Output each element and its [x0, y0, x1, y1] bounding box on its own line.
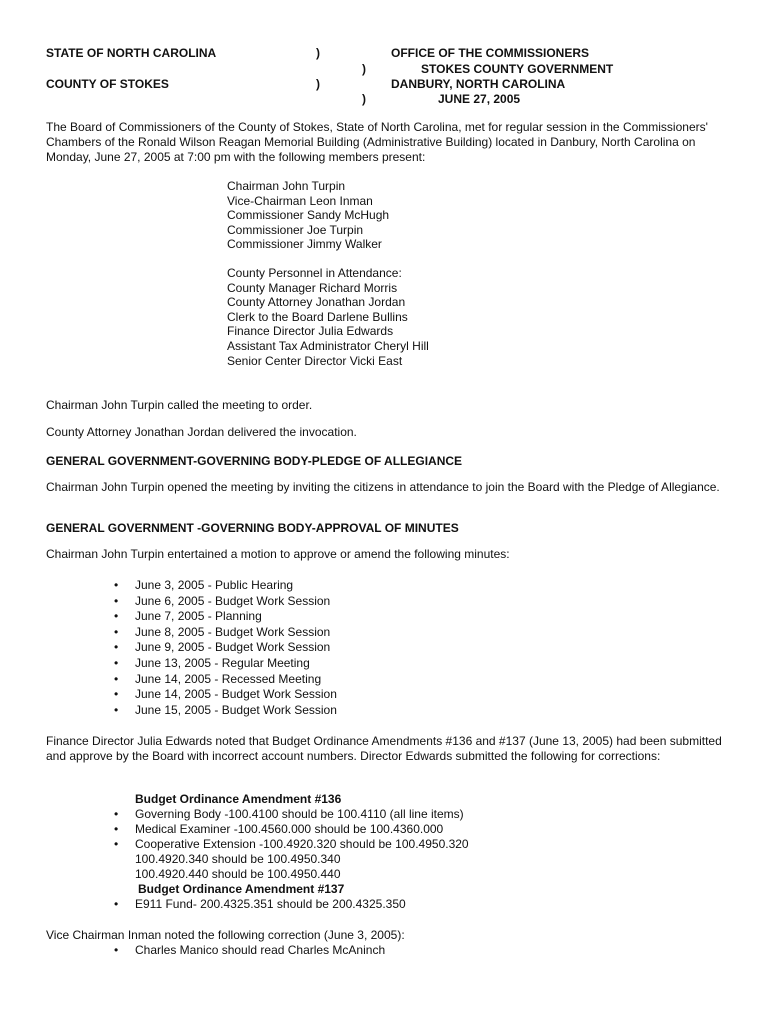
minutes-text: Chairman John Turpin entertained a motion to approve or amend the following minutes:: [46, 547, 510, 561]
minutes-item-label: June 15, 2005 - Budget Work Session: [135, 702, 337, 717]
members-list: [227, 179, 389, 252]
header-location: DANBURY, NORTH CAROLINA: [391, 77, 566, 91]
personnel-item: County Personnel in Attendance:: [227, 266, 402, 280]
bullet-icon: •: [114, 578, 119, 592]
bullet-icon: •: [114, 671, 119, 686]
amendment-item-label: Medical Examiner -100.4560.000 should be 100.4360.000: [135, 822, 444, 836]
bullet-icon: •: [114, 593, 119, 608]
list-item: [114, 943, 385, 959]
list-item: [114, 609, 337, 625]
personnel-item: Senior Center Director Vicki East: [227, 353, 403, 368]
list-item: [114, 703, 337, 719]
header-state: STATE OF NORTH CAROLINA: [46, 46, 217, 60]
list-item: [114, 594, 337, 610]
header-date: JUNE 27, 2005: [438, 92, 521, 106]
list-item: [114, 822, 469, 837]
header-county: COUNTY OF STOKES: [46, 77, 169, 91]
amendment-item-label: E911 Fund- 200.4325.351 should be 200.4325.350: [135, 897, 406, 911]
list-item: [114, 687, 337, 703]
correction-note: Vice Chairman Inman noted the following correction (June 3, 2005):: [46, 928, 405, 942]
amendment-136-title: Budget Ordinance Amendment #136: [135, 792, 342, 806]
personnel-list: [227, 266, 429, 368]
personnel-item: County Manager Richard Morris: [227, 280, 398, 295]
bullet-icon: •: [114, 943, 119, 957]
amendment-continuation: 100.4920.440 should be 100.4950.440: [135, 867, 341, 881]
amendment-continuation: 100.4920.340 should be 100.4950.340: [135, 852, 341, 866]
finance-note: Finance Director Julia Edwards noted that Budget Ordinance Amendments #136 and #137 (June 13, 2005) had been submitted and approve by the Board with incorrect account numbers. Director Edwards submitted the following for corrections:: [46, 734, 722, 763]
list-item: [114, 672, 337, 688]
list-item: [114, 656, 337, 672]
bullet-icon: •: [114, 609, 119, 624]
list-item: [114, 897, 469, 912]
amendment-item-label: Cooperative Extension -100.4920.320 should be 100.4950.320: [135, 837, 469, 851]
member-item: Commissioner Joe Turpin: [227, 222, 364, 237]
correction-item-label: Charles Manico should read Charles McAninch: [135, 943, 386, 957]
minutes-item-label: June 14, 2005 - Recessed Meeting: [135, 671, 322, 686]
bullet-icon: •: [114, 837, 119, 851]
pledge-text: Chairman John Turpin opened the meeting by inviting the citizens in attendance to join the Board with the Pledge of Allegiance.: [46, 480, 720, 494]
personnel-item: County Attorney Jonathan Jordan: [227, 295, 406, 310]
amendments-list: [114, 792, 469, 912]
minutes-item-label: June 13, 2005 - Regular Meeting: [135, 655, 310, 670]
bullet-icon: •: [114, 655, 119, 670]
invocation: County Attorney Jonathan Jordan delivered the invocation.: [46, 425, 357, 439]
header-paren-3: ): [362, 62, 366, 76]
minutes-item-label: June 9, 2005 - Budget Work Session: [135, 640, 331, 655]
header-government: STOKES COUNTY GOVERNMENT: [421, 62, 614, 76]
bullet-icon: •: [114, 822, 119, 836]
minutes-item-label: June 3, 2005 - Public Hearing: [135, 578, 294, 592]
personnel-item: Assistant Tax Administrator Cheryl Hill: [227, 338, 429, 353]
amendment-item-label: Governing Body -100.4100 should be 100.4110 (all line items): [135, 807, 464, 821]
header-office: OFFICE OF THE COMMISSIONERS: [391, 46, 590, 60]
correction-list: [114, 943, 385, 959]
pledge-heading: GENERAL GOVERNMENT-GOVERNING BODY-PLEDGE OF ALLEGIANCE: [46, 454, 463, 468]
minutes-item-label: June 14, 2005 - Budget Work Session: [135, 687, 337, 702]
bullet-icon: •: [114, 807, 119, 821]
list-item: [114, 578, 337, 594]
minutes-item-label: June 6, 2005 - Budget Work Session: [135, 593, 331, 608]
bullet-icon: •: [114, 897, 119, 911]
minutes-item-label: June 8, 2005 - Budget Work Session: [135, 624, 331, 639]
list-item: [114, 640, 337, 656]
call-to-order: Chairman John Turpin called the meeting to order.: [46, 398, 313, 412]
bullet-icon: •: [114, 687, 119, 702]
amendment-137-title: Budget Ordinance Amendment #137: [138, 882, 345, 896]
header-paren-2: ): [316, 77, 320, 91]
member-item: Vice-Chairman Leon Inman: [227, 193, 373, 208]
bullet-icon: •: [114, 702, 119, 717]
minutes-item-label: June 7, 2005 - Planning: [135, 609, 262, 624]
personnel-item: Clerk to the Board Darlene Bullins: [227, 309, 408, 324]
member-item: Commissioner Sandy McHugh: [227, 208, 390, 223]
header-paren-4: ): [362, 92, 366, 106]
header-paren-1: ): [316, 46, 320, 60]
list-item: [114, 625, 337, 641]
minutes-list: [114, 578, 337, 718]
member-item: Chairman John Turpin: [227, 179, 346, 193]
intro-paragraph: The Board of Commissioners of the County of Stokes, State of North Carolina, met for regular session in the Commissioners' Chambers of the Ronald Wilson Reagan Memorial Building (Administrative Building) located in Danbury, North Carolina on Monday, June 27, 2005 at 7:00 pm with the following members present:: [46, 120, 708, 164]
minutes-heading: GENERAL GOVERNMENT -GOVERNING BODY-APPROVAL OF MINUTES: [46, 521, 459, 535]
bullet-icon: •: [114, 624, 119, 639]
bullet-icon: •: [114, 640, 119, 655]
list-item: [114, 807, 469, 822]
personnel-item: Finance Director Julia Edwards: [227, 324, 394, 339]
member-item: Commissioner Jimmy Walker: [227, 237, 382, 252]
list-item: [114, 837, 469, 852]
